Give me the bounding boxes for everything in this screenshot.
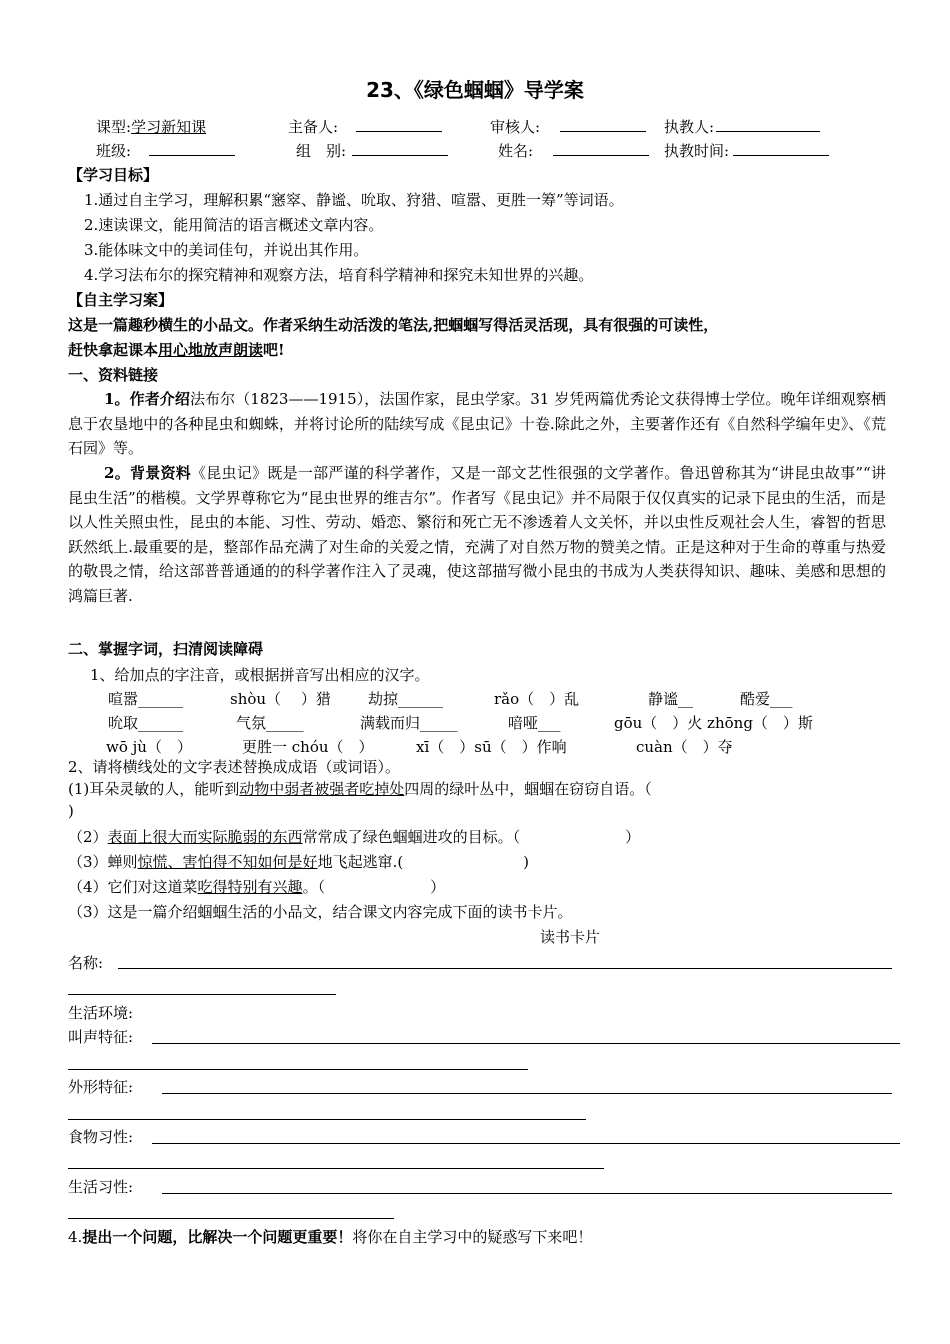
question-1: 1、给加点的字注音，或根据拼音写出相应的汉字。 [90, 666, 430, 684]
vocab-item: gōu（ ）火 zhōng（ ）斯 [614, 714, 813, 732]
author-paragraph [68, 387, 886, 461]
section1-heading: 一、资料链接 [68, 366, 159, 384]
background-label: 2。背景资料 [104, 464, 192, 482]
group-blank[interactable] [352, 141, 448, 156]
time-field [664, 140, 829, 161]
question-4-emphasis: 提出一个问题，比解决一个问题更重要！ [82, 1228, 353, 1246]
class-label: 班级: [96, 142, 132, 160]
time-blank[interactable] [733, 141, 829, 156]
card-shape-label: 外形特征: [68, 1078, 134, 1096]
sentence-4 [68, 876, 445, 897]
sentence-1 [68, 778, 652, 799]
self-study-intro-line1: 这是一篇趣秒横生的小品文。作者采纳生动活泼的笔法,把蝈蝈写得活灵活现，具有很强的可读性， [68, 316, 719, 334]
background-text: 《昆虫记》既是一部严谨的科学著作，又是一部文艺性很强的文学著作。鲁迅曾称其为“讲昆虫故事”“讲昆虫生活”的楷模。文学界尊称它为“昆虫世界的维吉尔”。作者写《昆虫记》并不局限于仅仅真实的记录下昆虫的生活，而是以人性关照虫性，昆虫的本能、习性、劳动、婚恋、繁衍和死亡无不渗透着人文关怀，并以虫性反观社会人生，睿智的哲思跃然纸上.最重要的是，整部作品充满了对生命的关爱之情，充满了对自然万物的赞美之情。正是这种对于生命的尊重与热爱的敬畏之情，给这部普普通通的的科学著作注入了灵魂，使这部描写微小昆虫的书成为人类获得知识、趣味、美感和思想的鸿篇巨著. [68, 464, 887, 605]
card-title: 读书卡片 [540, 928, 601, 946]
sentence-3 [68, 851, 529, 872]
question-3: （3）这是一篇介绍蝈蝈生活的小品文，结合课文内容完成下面的读书卡片。 [68, 903, 573, 921]
reviewer-field [490, 116, 646, 137]
card-env-label: 生活环境: [68, 1004, 134, 1022]
vocab-item: cuàn（ ）夺 [636, 738, 733, 756]
card-habit-line[interactable] [162, 1193, 892, 1194]
card-sound-line[interactable] [152, 1043, 900, 1044]
vocab-item: 吮取______ [108, 714, 184, 732]
card-name-line[interactable] [118, 968, 892, 969]
sentence-underlined: 吃得特别有兴趣 [197, 878, 303, 896]
question-2: 2、请将横线处的文字表述替换成成语（或词语）。 [68, 758, 401, 776]
teacher-blank[interactable] [716, 117, 820, 132]
card-sound-line-2[interactable] [68, 1069, 528, 1070]
course-type-value: 学习新知课 [131, 118, 207, 136]
teacher-field [664, 116, 820, 137]
card-shape-line[interactable] [162, 1093, 892, 1094]
goal-item: 3.能体味文中的美词佳句，并说出其作用。 [84, 241, 369, 259]
sentence-underlined: 动物中弱者被强者吃掉处 [239, 780, 405, 798]
name-blank[interactable] [553, 141, 649, 156]
name-label: 姓名: [498, 142, 534, 160]
card-food-line[interactable] [152, 1143, 900, 1144]
card-food-line-2[interactable] [68, 1168, 604, 1169]
self-study-heading: 【自主学习案】 [68, 291, 174, 309]
name-field [498, 140, 649, 161]
card-habit-label: 生活习性: [68, 1178, 134, 1196]
vocab-item: wō jù（ ） [106, 738, 192, 756]
vocab-item: 劫掠______ [368, 690, 444, 708]
sentence-text: （3）蝉则 [68, 853, 138, 871]
reviewer-label: 审核人: [490, 118, 541, 136]
sentence-underlined: 表面上很大而实际脆弱的东西 [107, 828, 303, 846]
class-blank[interactable] [149, 141, 235, 156]
background-paragraph [68, 461, 886, 608]
vocab-item: 气氛_____ [236, 714, 304, 732]
course-type-label: 课型: [96, 118, 132, 136]
vocab-item: rǎo（ ）乱 [494, 690, 580, 708]
group-field [296, 140, 448, 161]
self-study-intro-line2 [68, 339, 285, 360]
page-title: 23、《绿色蝈蝈》导学案 [366, 78, 584, 102]
card-shape-line-2[interactable] [68, 1119, 586, 1120]
sentence-text: 地飞起逃窜.( ) [317, 853, 530, 871]
author-label: 1。作者介绍 [104, 390, 190, 408]
preparer-blank[interactable] [356, 117, 442, 132]
card-name-label: 名称: [68, 954, 104, 972]
section2-heading: 二、掌握字词，扫清阅读障碍 [68, 640, 264, 658]
intro-part: 赶快拿起课本 [68, 341, 159, 359]
header-row-1 [96, 116, 206, 137]
goal-item: 1.通过自主学习，理解积累“窸窣、静谧、吮取、狩猎、喧嚣、更胜一筹”等词语。 [84, 191, 624, 209]
goal-item: 4.学习法布尔的探究精神和观察方法，培育科学精神和探究未知世界的兴趣。 [84, 266, 594, 284]
preparer-field [288, 116, 442, 137]
sentence-2 [68, 826, 640, 847]
goals-heading: 【学习目标】 [68, 166, 159, 184]
sentence-text: （4）它们对这道菜 [68, 878, 198, 896]
vocab-item: 静谧__ [648, 690, 694, 708]
time-label: 执教时间: [664, 142, 730, 160]
question-4 [68, 1226, 592, 1247]
teacher-label: 执教人: [664, 118, 715, 136]
vocab-item: 满载而归_____ [360, 714, 458, 732]
card-name-line-2[interactable] [68, 994, 336, 995]
class-field [96, 140, 235, 161]
intro-part: 吧! [263, 341, 285, 359]
sentence-text: 四周的绿叶丛中，蝈蝈在窃窃自语。（ [404, 780, 652, 798]
group-label: 组 别: [296, 142, 347, 160]
vocab-item: 酷爱___ [740, 690, 793, 708]
card-sound-label: 叫声特征: [68, 1028, 134, 1046]
sentence-text: 常常成了绿色蝈蝈进攻的目标。（ ） [302, 828, 641, 846]
vocab-item: xī（ ）sū（ ）作响 [416, 738, 567, 756]
vocab-item: 更胜一 chóu（ ） [242, 738, 374, 756]
sentence-text: 。（ ） [302, 878, 446, 896]
question-4-text: 将你在自主学习中的疑惑写下来吧！ [352, 1228, 593, 1246]
vocab-item: 喑哑___ [508, 714, 561, 732]
vocab-item: 喧嚣______ [108, 690, 184, 708]
reviewer-blank[interactable] [560, 117, 646, 132]
question-4-number: 4. [68, 1228, 83, 1246]
author-text: 法布尔（1823——1915），法国作家，昆虫学家。31 岁凭两篇优秀论文获得博士学位。晚年详细观察栖息于农垦地中的各种昆虫和蜘蛛，并将讨论所的陆续写成《昆虫记》十卷.除此之外，主要著作还有《自然科学编年史》、《荒石园》等。 [68, 390, 886, 457]
intro-emphasis: 用心地放声朗读 [158, 341, 264, 359]
vocab-item: shòu（ ）猎 [230, 690, 331, 708]
goal-item: 2.速读课文，能用简洁的语言概述文章内容。 [84, 216, 384, 234]
sentence-1-close: ) [68, 802, 74, 820]
sentence-underlined: 惊慌、害怕得不知如何是好 [137, 853, 318, 871]
sentence-text: (1)耳朵灵敏的人，能听到 [68, 780, 240, 798]
preparer-label: 主备人: [288, 118, 339, 136]
card-food-label: 食物习性: [68, 1128, 134, 1146]
card-habit-line-2[interactable] [68, 1218, 394, 1219]
sentence-text: （2） [68, 828, 108, 846]
